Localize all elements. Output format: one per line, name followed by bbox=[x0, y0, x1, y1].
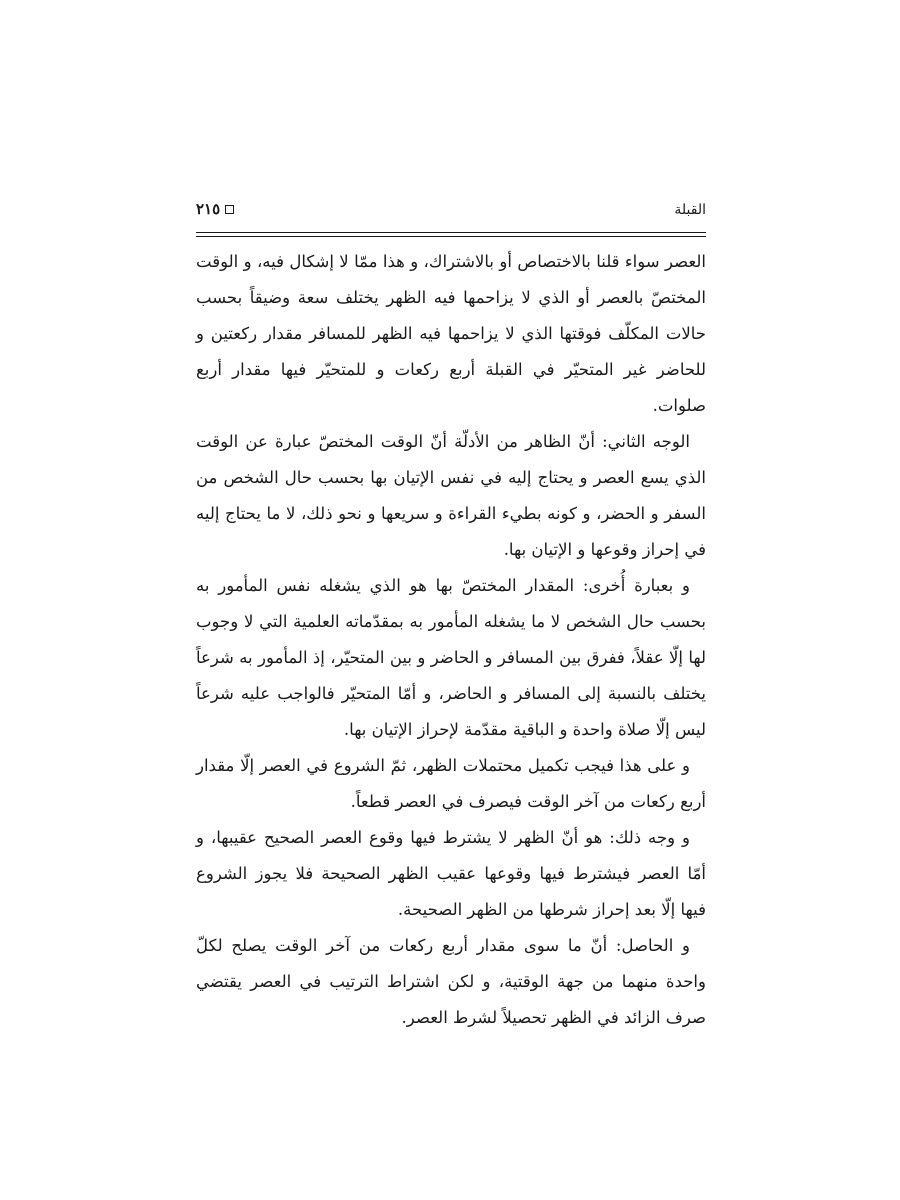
running-title: القبلة bbox=[674, 202, 706, 218]
paragraph-2: الوجه الثاني: أنّ الظاهر من الأدلّة أنّ الوقت المختصّ عبارة عن الوقت الذي يسع العصر و يحتاج إليه في نفس الإتيان بها بحسب حال الشخص من السفر و الحضر، و كونه بطيء القراءة و سريعها و نحو ذلك، لا ما يحتاج إليه في إحراز وقوعها و الإتيان بها. bbox=[196, 432, 706, 559]
square-bullet-icon bbox=[225, 205, 234, 214]
page-body bbox=[196, 244, 706, 1036]
paragraph-1: العصر سواء قلنا بالاختصاص أو بالاشتراك، و هذا ممّا لا إشكال فيه، و الوقت المختصّ بالعصر أو الذي لا يزاحمها فيه الظهر يختلف سعة وضيقاً بحسب حالات المكلّف فوقتها الذي لا يزاحمها فيه الظهر للمسافر مقدار ركعتين و للحاضر غير المتحيّر في القبلة أربع ركعات و للمتحيّر فيها مقدار أربع صلوات. bbox=[196, 252, 706, 415]
page-header bbox=[196, 198, 706, 226]
paragraph-6: و الحاصل: أنّ ما سوى مقدار أربع ركعات من آخر الوقت يصلح لكلّ واحدة منهما من جهة الوقتية، و لكن اشتراط الترتيب في العصر يقتضي صرف الزائد في الظهر تحصيلاً لشرط العصر. bbox=[196, 936, 706, 1027]
paragraph-5: و وجه ذلك: هو أنّ الظهر لا يشترط فيها وقوع العصر الصحيح عقيبها، و أمّا العصر فيشترط فيها وقوعها عقيب الظهر الصحيحة فلا يجوز الشروع فيها إلّا بعد إحراز شرطها من الظهر الصحيحة. bbox=[196, 828, 706, 919]
header-rule-bottom bbox=[196, 236, 706, 237]
page-number-block bbox=[196, 200, 234, 218]
paragraph-3: و بعبارة أُخرى: المقدار المختصّ بها هو الذي يشغله نفس المأمور به بحسب حال الشخص لا ما يشغله المأمور به بمقدّماته العلمية التي لا وجوب لها إلّا عقلاً، ففرق بين المسافر و الحاضر و بين المتحيّر، إذ المأمور به شرعاً يختلف بالنسبة إلى المسافر و الحاضر، و أمّا المتحيّر فالواجب عليه شرعاً ليس إلّا صلاة واحدة و الباقية مقدّمة لإحراز الإتيان بها. bbox=[196, 576, 706, 739]
page-number: ٢١٥ bbox=[196, 200, 221, 218]
header-rule-top bbox=[196, 232, 706, 233]
paragraph-4: و على هذا فيجب تكميل محتملات الظهر، ثمّ الشروع في العصر إلّا مقدار أربع ركعات من آخر الوقت فيصرف في العصر قطعاً. bbox=[196, 756, 706, 811]
